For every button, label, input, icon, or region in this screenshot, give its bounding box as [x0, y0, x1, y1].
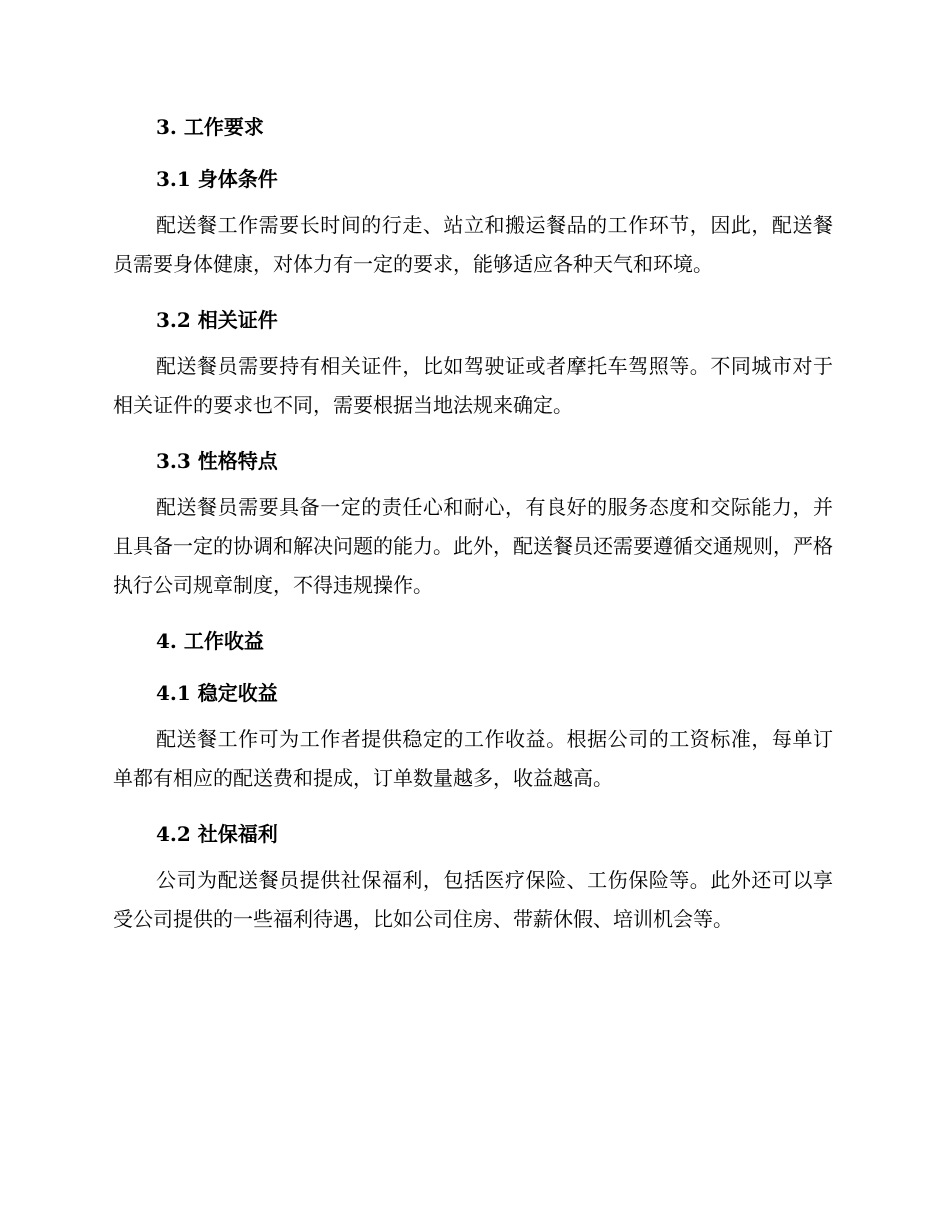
paragraph-social-benefits: 公司为配送餐员提供社保福利，包括医疗保险、工伤保险等。此外还可以享受公司提供的一些福利待遇，比如公司住房、带薪休假、培训机会等。	[113, 868, 833, 931]
section-heading-3-1: 3.1 身体条件	[156, 167, 278, 191]
document-page	[113, 102, 833, 950]
paragraph-physical-condition: 配送餐工作需要长时间的行走、站立和搬运餐品的工作环节，因此，配送餐员需要身体健康，对体力有一定的要求，能够适应各种天气和环境。	[113, 213, 833, 276]
section-heading-3-3: 3.3 性格特点	[156, 449, 278, 473]
section-heading-3: 3. 工作要求	[156, 115, 264, 139]
section-heading-4-2: 4.2 社保福利	[156, 822, 278, 846]
paragraph-stable-income: 配送餐工作可为工作者提供稳定的工作收益。根据公司的工资标准，每单订单都有相应的配送费和提成，订单数量越多，收益越高。	[113, 727, 833, 790]
section-heading-4-1: 4.1 稳定收益	[156, 681, 278, 705]
section-heading-4: 4. 工作收益	[156, 629, 264, 653]
paragraph-personality: 配送餐员需要具备一定的责任心和耐心，有良好的服务态度和交际能力，并且具备一定的协调和解决问题的能力。此外，配送餐员还需要遵循交通规则，严格执行公司规章制度，不得违规操作。	[113, 495, 833, 597]
section-heading-3-2: 3.2 相关证件	[156, 308, 278, 332]
paragraph-certificates: 配送餐员需要持有相关证件，比如驾驶证或者摩托车驾照等。不同城市对于相关证件的要求也不同，需要根据当地法规来确定。	[113, 354, 833, 417]
